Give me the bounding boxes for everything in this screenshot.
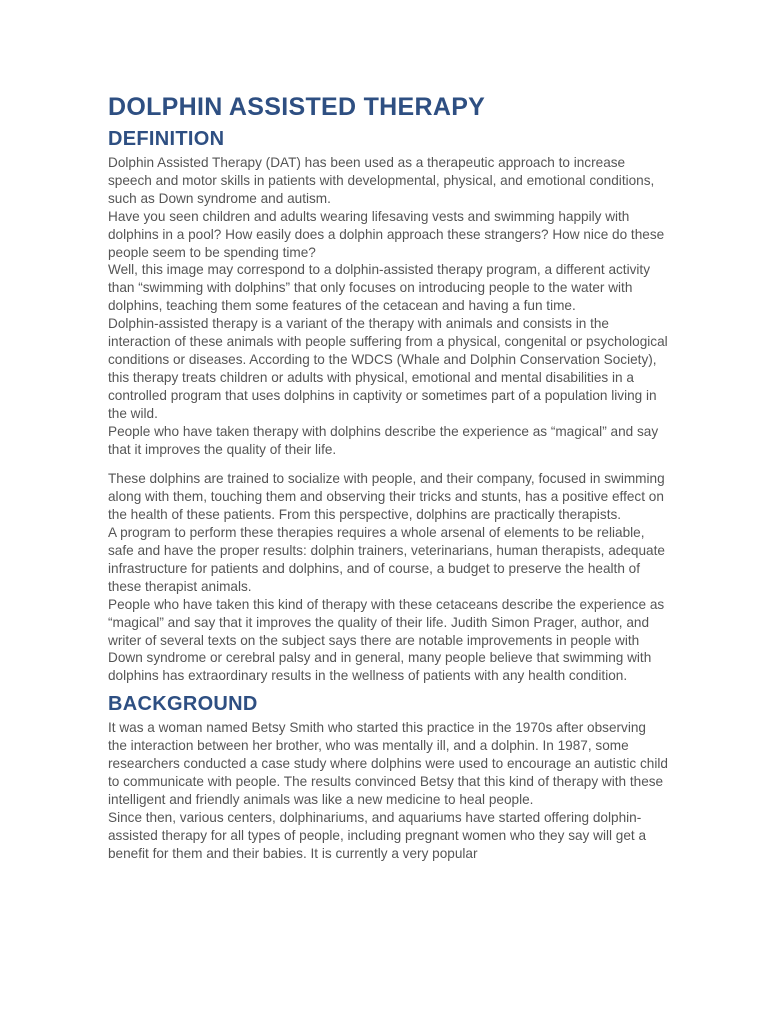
document-page <box>108 92 668 863</box>
paragraph: Well, this image may correspond to a dolphin-assisted therapy program, a different activity than “swimming with dolphins” that only focuses on introducing people to the water with dolphins, teaching them some features of the cetacean and having a fun time. <box>108 262 650 314</box>
paragraph: These dolphins are trained to socialize with people, and their company, focused in swimming along with them, touching them and observing their tricks and stunts, has a positive effect on the health of these patients. From this perspective, dolphins are practically therapists. <box>108 471 665 523</box>
document-title: DOLPHIN ASSISTED THERAPY <box>108 93 486 121</box>
paragraph: Since then, various centers, dolphinariums, and aquariums have started offering dolphin-assisted therapy for all types of people, including pregnant women who they say will get a benefit for them and their babies. It is currently a very popular <box>108 809 647 861</box>
paragraph: People who have taken this kind of therapy with these cetaceans describe the experience as “magical” and say that it improves the quality of their life. Judith Simon Prager, author, and writer of several texts on the subject says there are notable improvements in people with Down syndrome or cerebral palsy and in general, many people believe that swimming with dolphins has extraordinary results in the wellness of patients with any health condition. <box>108 596 665 684</box>
paragraph: Have you seen children and adults wearing lifesaving vests and swimming happily with dolphins in a pool? How easily does a dolphin approach these strangers? How nice do these people seem to be spending time? <box>108 208 665 260</box>
paragraph: Dolphin Assisted Therapy (DAT) has been used as a therapeutic approach to increase speech and motor skills in patients with developmental, physical, and emotional conditions, such as Down syndrome and autism. <box>108 155 655 206</box>
paragraph-spacer <box>108 458 668 470</box>
paragraph: People who have taken therapy with dolphins describe the experience as “magical” and say that it improves the quality of their life. <box>108 423 659 457</box>
paragraph: Dolphin-assisted therapy is a variant of the therapy with animals and consists in the interaction of these animals with people suffering from a physical, congenital or psychological conditions or diseases. According to the WDCS (Whale and Dolphin Conservation Society), this therapy treats children or adults with physical, emotional and mental disabilities in a controlled program that uses dolphins in captivity or sometimes part of a population living in the wild. <box>108 316 668 421</box>
paragraph: It was a woman named Betsy Smith who started this practice in the 1970s after observing the interaction between her brother, who was mentally ill, and a dolphin. In 1987, some researchers conducted a case study where dolphins were used to encourage an autistic child to communicate with people. The results convinced Betsy that this kind of therapy with these intelligent and friendly animals was like a new medicine to heal people. <box>108 720 668 807</box>
section-heading-definition: DEFINITION <box>108 128 225 150</box>
paragraph: A program to perform these therapies requires a whole arsenal of elements to be reliable, safe and have the proper results: dolphin trainers, veterinarians, human therapists, adequate infrastructure for patients and dolphins, and of course, a budget to preserve the health of these therapist animals. <box>108 525 665 594</box>
section-heading-background: BACKGROUND <box>108 693 258 716</box>
